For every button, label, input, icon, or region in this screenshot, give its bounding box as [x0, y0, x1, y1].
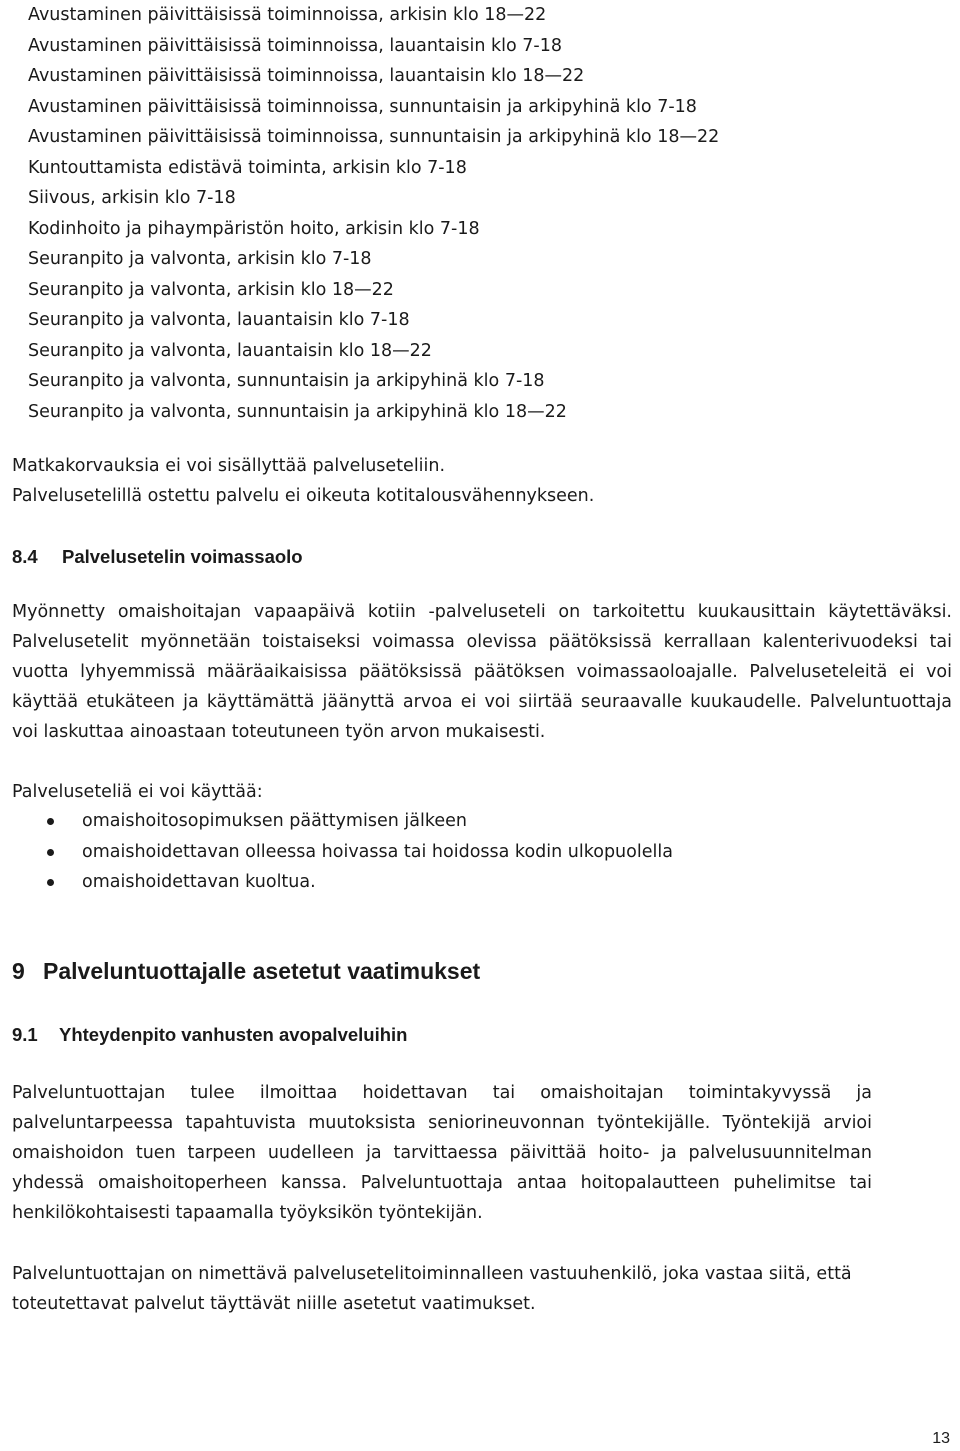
service-line: Seuranpito ja valvonta, sunnuntaisin ja arkipyhinä klo 18—22: [28, 401, 567, 422]
section-9-heading: [12, 958, 480, 985]
contact-paragraph: Palveluntuottajan tulee ilmoittaa hoidettavan tai omaishoitajan toimintakyvyssä ja palveluntarpeessa tapahtuvista muutoksista seniorineuvonnan työntekijälle. Työntekijä arvioi omaishoidon tuen tarpeen uudelleen ja tarvittaessa päivittää hoito- ja palvelusuunnitelman yhdessä omaishoitoperheen kanssa. Palveluntuottaja antaa hoitopalautteen puhelimitse tai henkilökohtaisesti tapaamalla työyksikön työntekijän.: [12, 1083, 872, 1223]
section-8-4-heading: [12, 546, 303, 568]
section-title: Palveluntuottajalle asetetut vaatimukset: [43, 958, 481, 984]
service-line: Avustaminen päivittäisissä toiminnoissa, lauantaisin klo 7-18: [28, 35, 562, 56]
bullet-icon: [47, 849, 54, 856]
service-line: Avustaminen päivittäisissä toiminnoissa, sunnuntaisin ja arkipyhinä klo 7-18: [28, 96, 697, 117]
service-line: Seuranpito ja valvonta, lauantaisin klo 7-18: [28, 310, 410, 330]
validity-paragraph: Myönnetty omaishoitajan vapaapäivä kotiin -palveluseteli on tarkoitettu kuukausittain käytettäväksi. Palvelusetelit myönnetään toistaiseksi voimassa olevissa päätöksissä kerrallaan kalenterivuodeksi tai vuotta lyhyemmissä määräaikaisissa päätöksissä päätöksen voimassaoloajalle. Palveluseteleitä ei voi käyttää etukäteen ja käyttämättä jäänyttä arvoa ei voi siirtää seuraavalle kuukaudelle. Palveluntuottaja voi laskuttaa ainoastaan toteutuneen työn arvon mukaisesti.: [12, 602, 952, 742]
restriction-list: [12, 806, 673, 898]
section-number: 8.4: [12, 546, 38, 567]
service-line: Avustaminen päivittäisissä toiminnoissa, arkisin klo 18—22: [28, 5, 547, 25]
section-title: Palvelusetelin voimassaolo: [62, 546, 303, 567]
section-9-1-heading: [12, 1024, 407, 1046]
travel-costs-note: Matkakorvauksia ei voi sisällyttää palveluseteliin.: [12, 456, 446, 476]
service-line: Seuranpito ja valvonta, arkisin klo 18—22: [28, 279, 394, 300]
responsible-person-paragraph: Palveluntuottajan on nimettävä palvelusetelitoiminnalleen vastuuhenkilö, joka vastaa siitä, että toteutettavat palvelut täyttävät niille asetetut vaatimukset.: [12, 1264, 852, 1314]
list-item: omaishoidettavan kuoltua.: [12, 867, 673, 898]
page-number: 13: [932, 1430, 950, 1447]
service-line: Seuranpito ja valvonta, arkisin klo 7-18: [28, 249, 372, 269]
section-number: 9.1: [12, 1024, 38, 1045]
bullet-icon: [47, 879, 54, 886]
service-line: Avustaminen päivittäisissä toiminnoissa, lauantaisin klo 18—22: [28, 66, 585, 86]
section-title: Yhteydenpito vanhusten avopalveluihin: [59, 1024, 408, 1045]
service-line: Seuranpito ja valvonta, lauantaisin klo 18—22: [28, 340, 432, 361]
service-line: Kodinhoito ja pihaympäristön hoito, arkisin klo 7-18: [28, 218, 480, 239]
service-list: [28, 0, 719, 427]
list-item: omaishoitosopimuksen päättymisen jälkeen: [12, 806, 673, 837]
bullet-icon: [47, 818, 54, 825]
service-line: Kuntouttamista edistävä toiminta, arkisin klo 7-18: [28, 157, 467, 178]
notes-block: [12, 451, 952, 511]
section-number: 9: [12, 958, 25, 984]
service-line: Siivous, arkisin klo 7-18: [28, 188, 236, 208]
service-line: Avustaminen päivittäisissä toiminnoissa, sunnuntaisin ja arkipyhinä klo 18—22: [28, 127, 720, 147]
service-line: Seuranpito ja valvonta, sunnuntaisin ja arkipyhinä klo 7-18: [28, 371, 545, 391]
list-intro: Palveluseteliä ei voi käyttää:: [12, 782, 263, 802]
list-item: omaishoidettavan olleessa hoivassa tai hoidossa kodin ulkopuolella: [12, 837, 673, 868]
tax-deduction-note: Palvelusetelillä ostettu palvelu ei oikeuta kotitalousvähennykseen.: [12, 486, 595, 506]
